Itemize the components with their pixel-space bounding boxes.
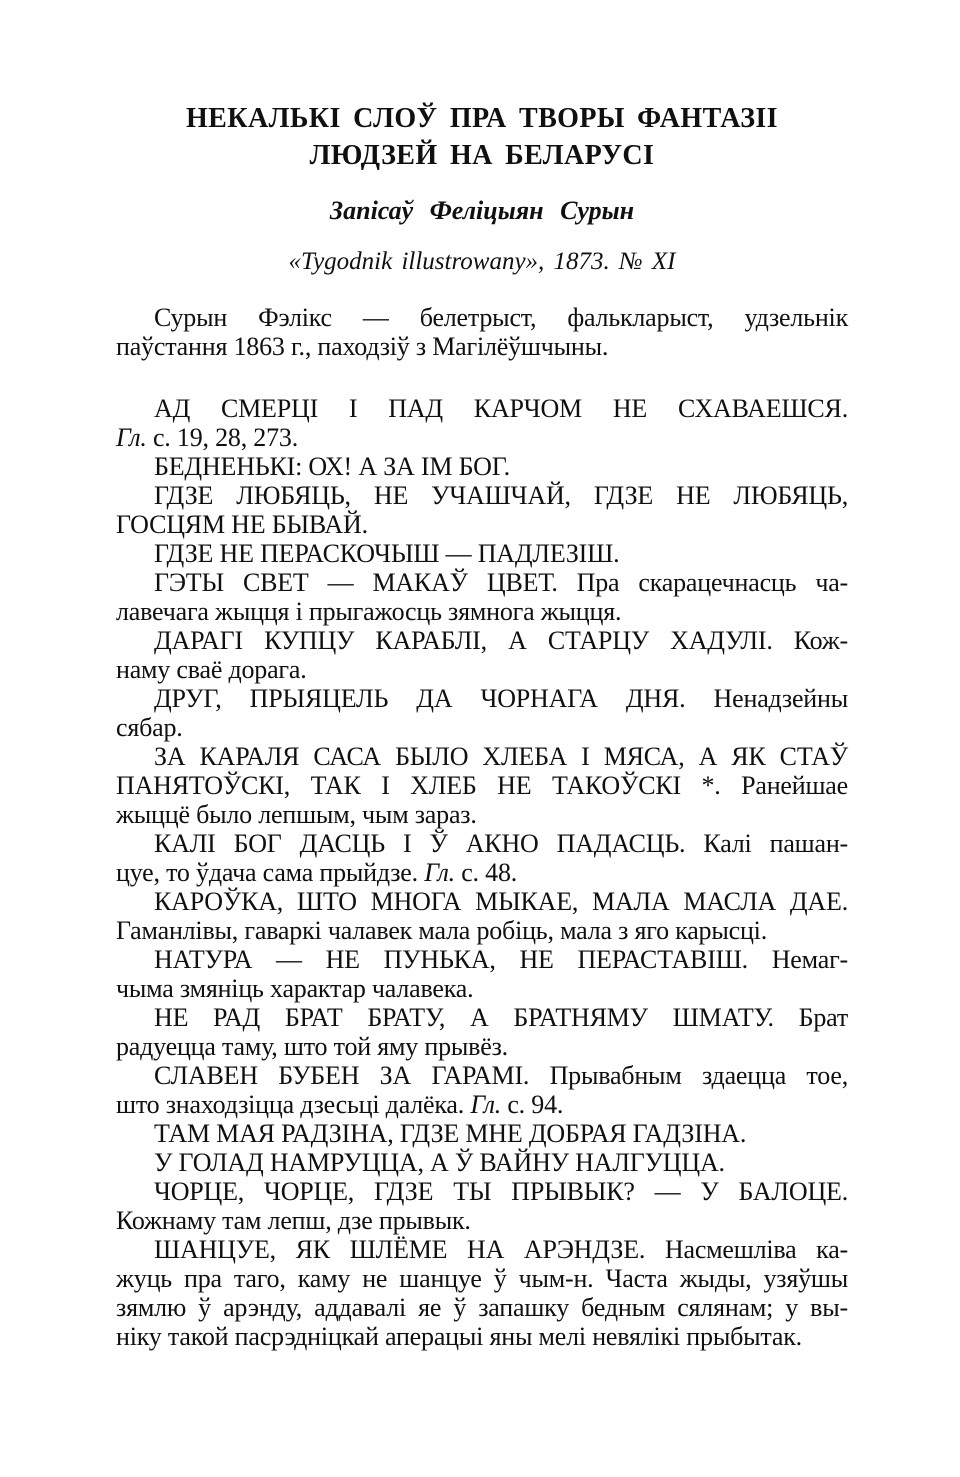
entry-line-text: жуць пра таго, каму не шанцуе ў чым-н. Часта жыды, узяўшы bbox=[116, 1264, 848, 1293]
entry-line bbox=[116, 829, 848, 858]
proverb-entry bbox=[116, 1003, 848, 1061]
proverb-list bbox=[116, 394, 848, 1351]
entry-line-text: чыма змяніць характар чалавека. bbox=[116, 974, 474, 1003]
entry-line bbox=[116, 1148, 848, 1177]
entry-line-text: лавечага жыцця і прыгажосць зямнога жыцця. bbox=[116, 597, 622, 626]
entry-line bbox=[116, 1177, 848, 1206]
entry-line bbox=[116, 800, 848, 829]
source-line: «Tygodnik illustrowany», 1873. № XI bbox=[288, 248, 676, 275]
entry-line bbox=[116, 916, 848, 945]
proverb-entry bbox=[116, 481, 848, 539]
entry-line-text: ГДЗЕ НЕ ПЕРАСКОЧЫШ — ПАДЛЕЗІШ. bbox=[154, 539, 620, 568]
entry-line-text: што знаходзіцца дзесьці далёка. bbox=[116, 1090, 471, 1119]
proverb-entry bbox=[116, 829, 848, 887]
entry-line-text: КАРОЎКА, ШТО МНОГА МЫКАЕ, МАЛА МАСЛА ДАЕ. bbox=[154, 887, 848, 916]
intro-line-text: паўстання 1863 г., паходзіў з Магілёўшчыны. bbox=[116, 332, 609, 361]
intro-line-text: Сурын Фэлікс — белетрыст, фалькларыст, удзельнік bbox=[154, 303, 848, 332]
see-reference: Гл. bbox=[470, 1090, 502, 1119]
entry-line bbox=[116, 510, 848, 539]
entry-line bbox=[116, 1293, 848, 1322]
proverb-entry bbox=[116, 452, 848, 481]
proverb-entry bbox=[116, 1119, 848, 1148]
entry-line-text: с. 19, 28, 273. bbox=[146, 423, 298, 452]
entry-line-text: ГОСЦЯМ НЕ БЫВАЙ. bbox=[116, 510, 368, 539]
entry-line-text: КАЛІ БОГ ДАСЦЬ І Ў АКНО ПАДАСЦЬ. Калі пашан- bbox=[154, 829, 848, 858]
entry-line bbox=[116, 655, 848, 684]
entry-line bbox=[116, 452, 848, 481]
proverb-entry bbox=[116, 887, 848, 945]
entry-line-text: зямлю ў арэнду, аддавалі яе ў запашку бедным сялянам; у вы- bbox=[116, 1293, 848, 1322]
entry-line-text: ТАМ МАЯ РАДЗІНА, ГДЗЕ МНЕ ДОБРАЯ ГАДЗІНА. bbox=[154, 1119, 747, 1148]
proverb-entry bbox=[116, 539, 848, 568]
entry-line-text: ГДЗЕ ЛЮБЯЦЬ, НЕ УЧАШЧАЙ, ГДЗЕ НЕ ЛЮБЯЦЬ, bbox=[154, 481, 848, 510]
entry-line bbox=[116, 1090, 848, 1119]
entry-line-text: НЕ РАД БРАТ БРАТУ, А БРАТНЯМУ ШМАТУ. Брат bbox=[154, 1003, 848, 1032]
entry-line-text: ДАРАГІ КУПЦУ КАРАБЛІ, А СТАРЦУ ХАДУЛІ. Кож- bbox=[154, 626, 848, 655]
entry-line bbox=[116, 974, 848, 1003]
entry-line bbox=[116, 1264, 848, 1293]
entry-line-text: ніку такой пасрэдніцкай аперацыі яны мелі невялікі прыбытак. bbox=[116, 1322, 802, 1351]
proverb-entry bbox=[116, 626, 848, 684]
entry-line-text: БЕДНЕНЬКІ: ОХ! А ЗА ІМ БОГ. bbox=[154, 452, 510, 481]
byline: Запісаў Феліцыян Сурын bbox=[329, 196, 635, 225]
entry-line-text: ЗА КАРАЛЯ САСА БЫЛО ХЛЕБА І МЯСА, А ЯК СТАЎ bbox=[154, 742, 848, 771]
proverb-entry bbox=[116, 568, 848, 626]
entry-line-text: Кожнаму там лепш, дзе прывык. bbox=[116, 1206, 471, 1235]
proverb-entry bbox=[116, 1061, 848, 1119]
entry-line-text: НАТУРА — НЕ ПУНЬКА, НЕ ПЕРАСТАВІШ. Немаг- bbox=[154, 945, 848, 974]
entry-line bbox=[116, 1206, 848, 1235]
entry-line bbox=[116, 771, 848, 800]
entry-line-text: ЧОРЦЕ, ЧОРЦЕ, ГДЗЕ ТЫ ПРЫВЫК? — У БАЛОЦЕ. bbox=[154, 1177, 848, 1206]
entry-line bbox=[116, 1322, 848, 1351]
entry-line-text: ШАНЦУЕ, ЯК ШЛЁМЕ НА АРЭНДЗЕ. Насмешліва ка- bbox=[154, 1235, 848, 1264]
entry-line-text: ДРУГ, ПРЫЯЦЕЛЬ ДА ЧОРНАГА ДНЯ. Ненадзейны bbox=[154, 684, 848, 713]
entry-line-text: радуецца таму, што той яму прывёз. bbox=[116, 1032, 508, 1061]
entry-line bbox=[116, 423, 848, 452]
entry-line-text: ГЭТЫ СВЕТ — МАКАЎ ЦВЕТ. Пра скарацечнасць ча- bbox=[154, 568, 848, 597]
entry-line-text: Гаманлівы, гаваркі чалавек мала робіць, мала з яго карысці. bbox=[116, 916, 767, 945]
entry-line-text: У ГОЛАД НАМРУЦЦА, А Ў ВАЙНУ НАЛГУЦЦА. bbox=[154, 1148, 725, 1177]
entry-line-text: жыццё было лепшым, чым зараз. bbox=[116, 800, 477, 829]
entry-line bbox=[116, 684, 848, 713]
entry-line bbox=[116, 1235, 848, 1264]
proverb-entry bbox=[116, 742, 848, 829]
page-title-line-1: НЕКАЛЬКІ СЛОЎ ПРА ТВОРЫ ФАНТАЗІІ bbox=[186, 103, 778, 134]
entry-line-text: сябар. bbox=[116, 713, 183, 742]
entry-line bbox=[116, 887, 848, 916]
page-title bbox=[116, 100, 848, 174]
entry-line bbox=[116, 1119, 848, 1148]
entry-line-text: наму сваё дорага. bbox=[116, 655, 307, 684]
entry-line-text: с. 48. bbox=[454, 858, 518, 887]
entry-line bbox=[116, 713, 848, 742]
entry-line bbox=[116, 394, 848, 423]
entry-line bbox=[116, 481, 848, 510]
proverb-entry bbox=[116, 394, 848, 452]
entry-line bbox=[116, 1032, 848, 1061]
entry-line-text: СЛАВЕН БУБЕН ЗА ГАРАМІ. Прывабным здаецца тое, bbox=[154, 1061, 848, 1090]
entry-line bbox=[116, 1003, 848, 1032]
entry-line-text: ПАНЯТОЎСКІ, ТАК І ХЛЕБ НЕ ТАКОЎСКІ *. Ранейшае bbox=[116, 771, 848, 800]
proverb-entry bbox=[116, 1148, 848, 1177]
entry-line bbox=[116, 626, 848, 655]
intro-line bbox=[116, 303, 848, 332]
entry-line bbox=[116, 539, 848, 568]
entry-line bbox=[116, 742, 848, 771]
entry-line-text: АД СМЕРЦІ І ПАД КАРЧОМ НЕ СХАВАЕШСЯ. bbox=[154, 394, 848, 423]
see-reference: Гл. bbox=[424, 858, 455, 887]
entry-line bbox=[116, 597, 848, 626]
page-title-line-2: ЛЮДЗЕЙ НА БЕЛАРУСІ bbox=[309, 140, 655, 171]
entry-line-text: с. 94. bbox=[501, 1090, 564, 1119]
see-reference: Гл. bbox=[116, 423, 147, 452]
intro-line bbox=[116, 332, 848, 361]
entry-line-text: цуе, то ўдача сама прыйдзе. bbox=[116, 858, 425, 887]
entry-line bbox=[116, 945, 848, 974]
intro-paragraph bbox=[116, 303, 848, 361]
entry-line bbox=[116, 1061, 848, 1090]
proverb-entry bbox=[116, 945, 848, 1003]
proverb-entry bbox=[116, 1177, 848, 1235]
entry-line bbox=[116, 568, 848, 597]
proverb-entry bbox=[116, 1235, 848, 1351]
entry-line bbox=[116, 858, 848, 887]
proverb-entry bbox=[116, 684, 848, 742]
